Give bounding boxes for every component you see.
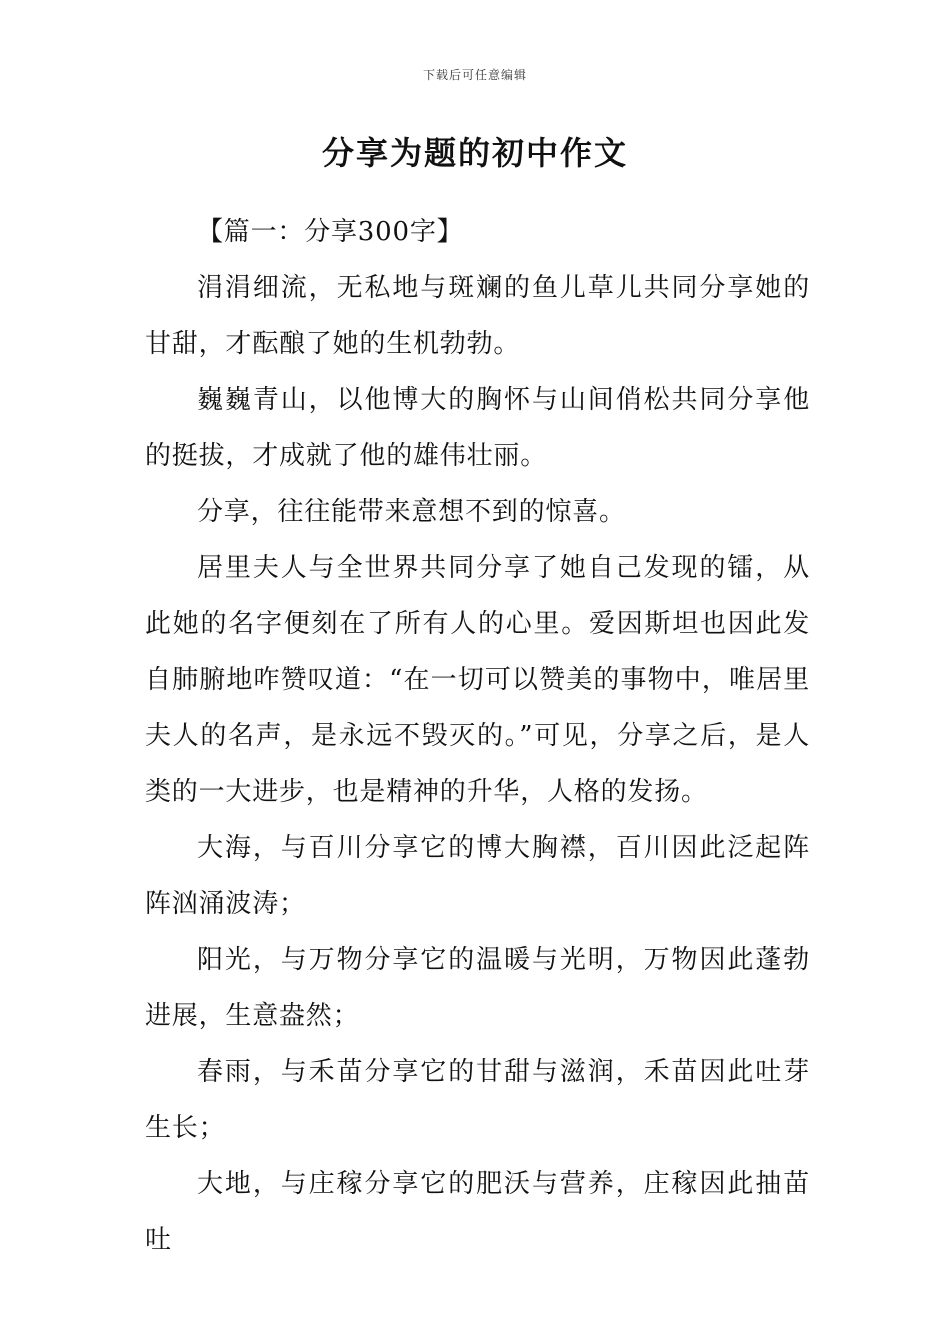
paragraph: 巍巍青山，以他博大的胸怀与山间俏松共同分享他的挺拔，才成就了他的雄伟壮丽。 <box>145 385 810 471</box>
section-heading: 【篇一：分享300字】 <box>197 217 464 247</box>
paragraph: 大海，与百川分享它的博大胸襟，百川因此泛起阵阵汹涌波涛； <box>145 833 810 919</box>
paragraph: 涓涓细流，无私地与斑斓的鱼儿草儿共同分享她的甘甜，才酝酿了她的生机勃勃。 <box>145 273 810 359</box>
paragraph: 居里夫人与全世界共同分享了她自己发现的镭，从此她的名字便刻在了所有人的心里。爱因斯坦也因此发自肺腑地咋赞叹道：“在一切可以赞美的事物中，唯居里夫人的名声，是永远不毁灭的。”可见，分享之后，是人类的一大进步，也是精神的升华，人格的发扬。 <box>145 553 810 807</box>
paragraph: 阳光，与万物分享它的温暖与光明，万物因此蓬勃进展，生意盎然； <box>145 945 810 1031</box>
paragraph: 大地，与庄稼分享它的肥沃与营养，庄稼因此抽苗吐 <box>145 1169 810 1255</box>
paragraph: 分享，往往能带来意想不到的惊喜。 <box>197 497 626 527</box>
document-title: 分享为题的初中作文 <box>321 134 628 172</box>
paragraph: 春雨，与禾苗分享它的甘甜与滋润，禾苗因此吐芽生长； <box>145 1057 810 1143</box>
document-body <box>145 204 810 1268</box>
header-note: 下载后可任意编辑 <box>422 68 527 82</box>
